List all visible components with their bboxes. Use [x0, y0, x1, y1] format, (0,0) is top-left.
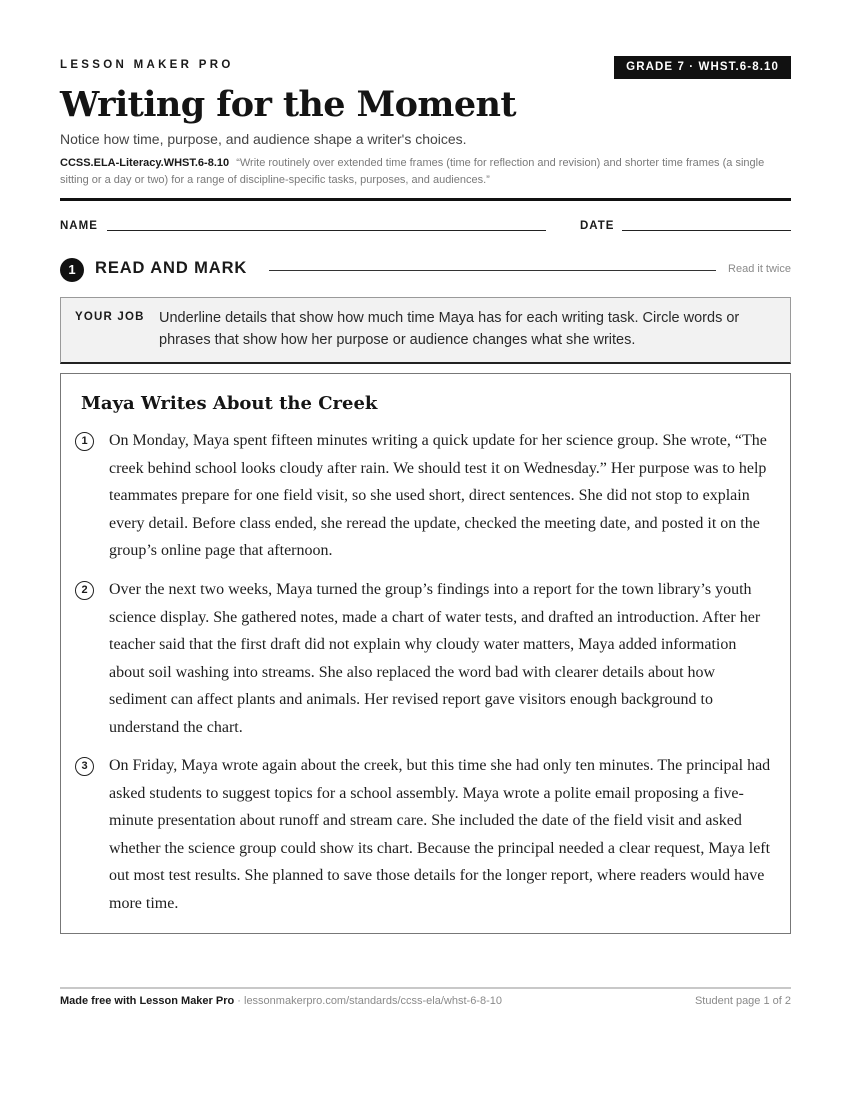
section-title: READ AND MARK [95, 259, 248, 277]
section-hint: Read it twice [728, 263, 791, 275]
page-subtitle: Notice how time, purpose, and audience shape a writer's choices. [60, 131, 467, 147]
paragraph-number-badge: 1 [75, 432, 94, 451]
paragraph-number-badge: 2 [75, 581, 94, 600]
footer-divider [60, 987, 791, 989]
standard-text: “Write routinely over extended time frames (time for reflection and revision) and shorter time frames (a single sitting or a day or two) for a range of discipline-specific tasks, purposes, and audiences.” [60, 157, 765, 186]
standard-statement [60, 155, 791, 189]
page-title: Writing for the Moment [60, 84, 516, 125]
header-divider [60, 198, 791, 201]
footer-credit [60, 995, 502, 1007]
grade-badge: GRADE 7 · WHST.6-8.10 [614, 56, 791, 79]
page-indicator: Student page 1 of 2 [694, 995, 791, 1007]
section-number-badge: 1 [60, 258, 84, 282]
section-heading [60, 258, 791, 282]
brand-name: LESSON MAKER PRO [60, 59, 234, 71]
paragraph-text: Over the next two weeks, Maya turned the group’s findings into a report for the town library’s youth science display. She gathered notes, made a chart of water tests, and drafted an introduction. After her teacher said that the first draft did not explain why cloudy water matters, Maya added information about soil washing into streams. She also replaced the word bad with clearer details about how sediment can affect plants and animals. Her revised report gave visitors enough background to understand the chart. [109, 581, 761, 736]
passage-title: Maya Writes About the Creek [81, 393, 378, 414]
section-divider [269, 270, 716, 271]
top-bar [60, 56, 791, 80]
paragraph-number-badge: 3 [75, 757, 94, 776]
date-label: DATE [580, 220, 615, 232]
name-field-line[interactable] [107, 230, 546, 231]
reading-passage [60, 373, 791, 934]
your-job-box [60, 297, 791, 364]
name-label: NAME [60, 220, 98, 232]
footer-separator: · [234, 995, 244, 1007]
date-field-line[interactable] [622, 230, 791, 231]
standard-code: CCSS.ELA-Literacy.WHST.6-8.10 [60, 157, 230, 169]
worksheet-page [60, 0, 791, 1100]
your-job-label: YOUR JOB [75, 311, 145, 323]
footer-url[interactable]: lessonmakerpro.com/standards/ccss-ela/whst-6-8-10 [244, 995, 502, 1007]
paragraph-text: On Monday, Maya spent fifteen minutes writing a quick update for her science group. She wrote, “The creek behind school looks cloudy after rain. We should test it on Wednesday.” Her purpose was to help teammates prepare for one field visit, so she used short, direct sentences. She did not stop to explain every detail. Before class ended, she reread the update, checked the meeting date, and posted it on the group’s online page that afternoon. [109, 432, 767, 560]
paragraph-text: On Friday, Maya wrote again about the creek, but this time she had only ten minutes. The principal had asked students to suggest topics for a school assembly. Maya wrote a polite email proposing a five-minute presentation about runoff and stream care. She included the date of the field visit and asked whether the science group could show its chart. Because the principal needed a clear request, Maya left out most test results. She planned to save those details for the longer report, where readers would have more time. [109, 757, 771, 912]
your-job-instructions: Underline details that show how much time Maya has for each writing task. Circle words or phrases that show how her purpose or audience changes what she writes. [159, 310, 740, 348]
footer-brand: Made free with Lesson Maker Pro [60, 995, 235, 1007]
